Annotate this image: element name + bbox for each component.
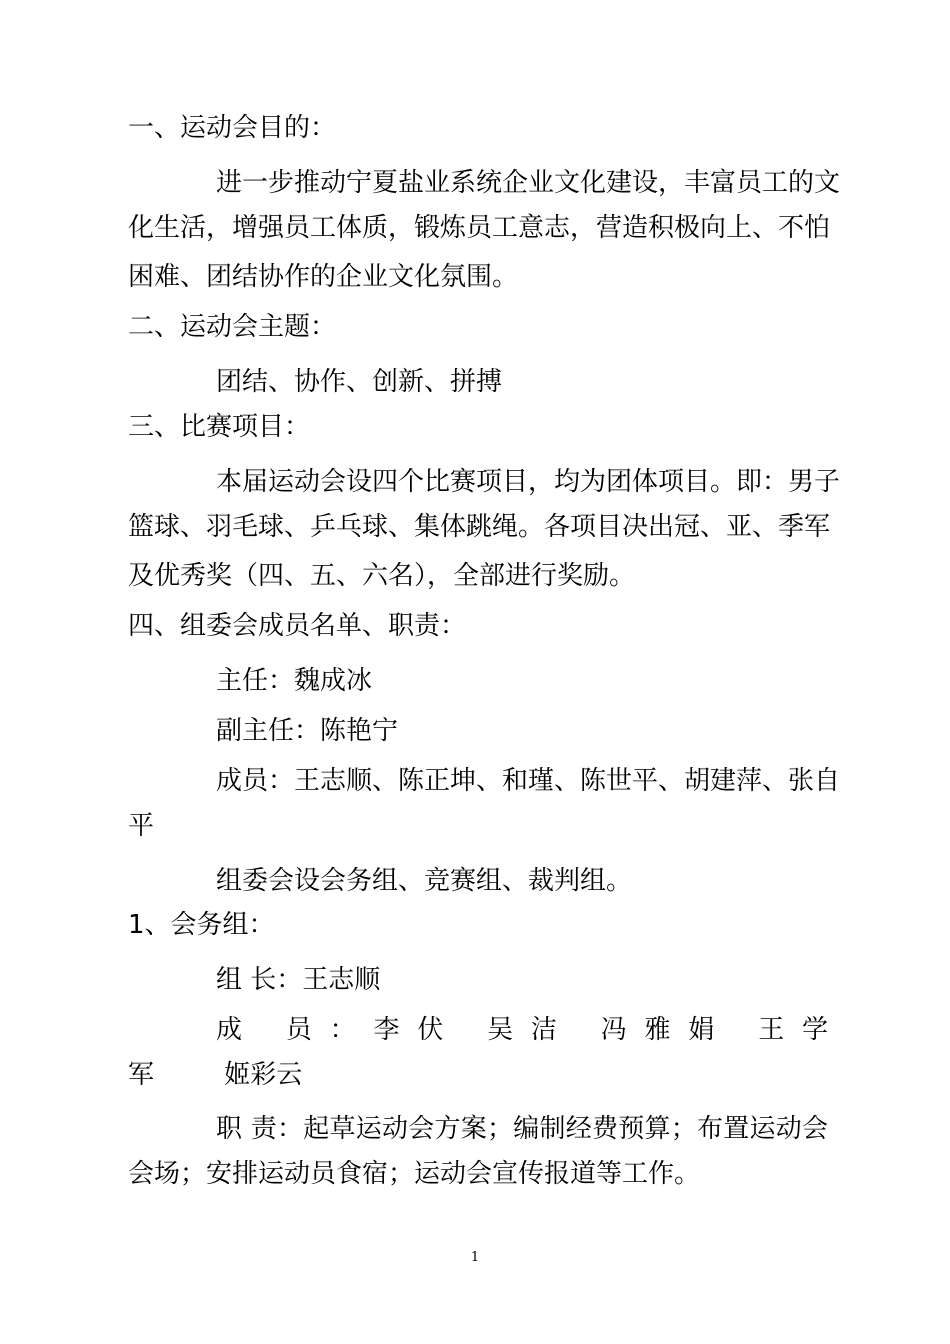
paragraph-line: 本届运动会设四个比赛项目，均为团体项目。即：男子 [216, 467, 841, 497]
paragraph-line: 进一步推动宁夏盐业系统企业文化建设，丰富员工的文 [216, 168, 841, 198]
section-heading-theme: 二、运动会主题： [128, 312, 337, 342]
section-heading-committee: 四、组委会成员名单、职责： [128, 611, 467, 641]
affairs-group-leader: 组 长：王志顺 [216, 965, 381, 995]
paragraph-line: 会场；安排运动员食宿；运动会宣传报道等工作。 [128, 1159, 701, 1189]
affairs-group-members-cont: 军 姬彩云 [128, 1060, 303, 1090]
page-number: 1 [470, 1250, 480, 1265]
paragraph-line: 化生活，增强员工体质，锻炼员工意志，营造积极向上、不怕 [128, 213, 831, 243]
committee-director: 主任：魏成冰 [216, 666, 373, 696]
committee-members: 成员：王志顺、陈正坤、和瑾、陈世平、胡建萍、张自 [216, 766, 841, 796]
subsection-heading-affairs-group: 1、会务组： [128, 910, 275, 940]
committee-groups: 组委会设会务组、竞赛组、裁判组。 [216, 866, 633, 896]
section-heading-purpose: 一、运动会目的： [128, 113, 337, 143]
paragraph-line: 及优秀奖（四、五、六名），全部进行奖励。 [128, 561, 636, 591]
paragraph-line: 团结、协作、创新、拼搏 [216, 367, 503, 397]
paragraph-line: 平 [128, 811, 155, 841]
paragraph-line: 困难、团结协作的企业文化氛围。 [128, 262, 519, 292]
affairs-group-members: 成 员：李伏 吴洁 冯雅娟 王学 [216, 1015, 828, 1045]
committee-deputy-director: 副主任：陈艳宁 [216, 716, 399, 746]
affairs-group-duties: 职 责：起草运动会方案；编制经费预算；布置运动会 [216, 1114, 828, 1144]
paragraph-line: 篮球、羽毛球、乒乓球、集体跳绳。各项目决出冠、亚、季军 [128, 512, 831, 542]
section-heading-events: 三、比赛项目： [128, 412, 311, 442]
